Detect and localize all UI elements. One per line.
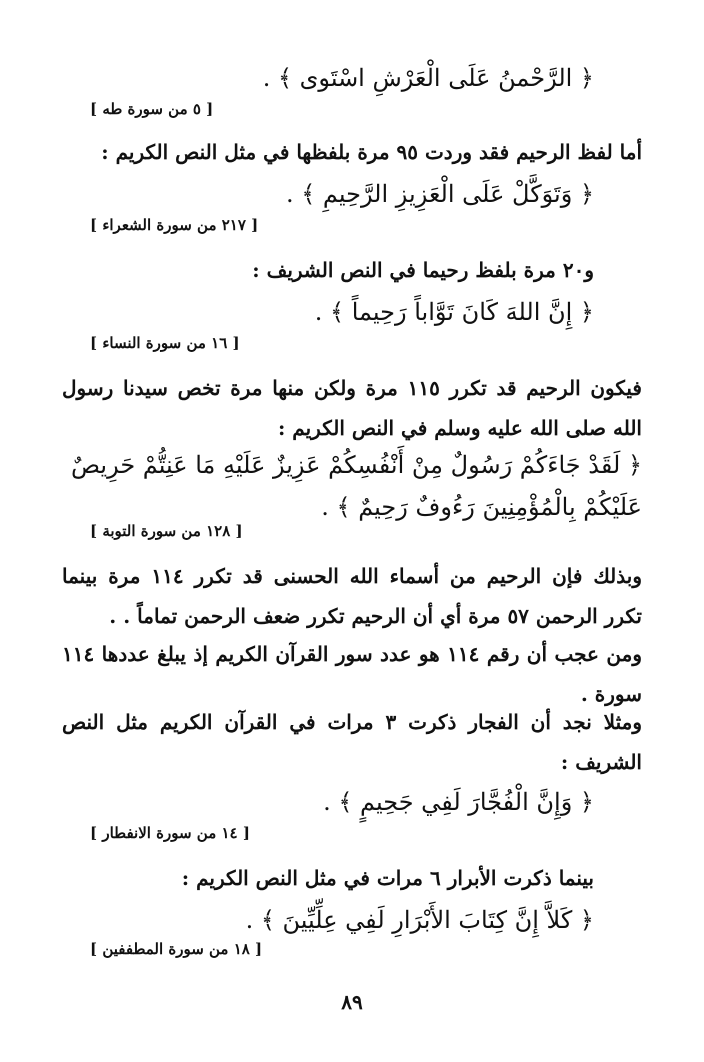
page-number: ٨٩ [341,990,363,1014]
paragraph-surah-count: ومن عجب أن رقم ١١٤ هو عدد سور القرآن الكريم إذ يبلغ عددها ١١٤ سورة . [62,642,643,706]
verse-reference-mutaffifin: [ ١٨ من سورة المطففين ] [90,940,263,958]
paragraph-prophet: فيكون الرحيم قد تكرر ١١٥ مرة ولكن منها مرة تخص سيدنا رسول الله صلى الله عليه وسلم في النص الكريم : [62,376,642,440]
quran-verse-shuara: ﴿ وَتَوَكَّلْ عَلَى الْعَزِيزِ الرَّحِيمِ ﴾ . [285,180,594,208]
verse-reference-taha: [ ٥ من سورة طه ] [90,100,214,118]
quran-verse-taha: ﴿ الرَّحْمنُ عَلَى الْعَرْشِ اسْتَوى ﴾ . [262,64,594,92]
verse-reference-shuara: [ ٢١٧ من سورة الشعراء ] [90,216,259,234]
paragraph-rahim-count: أما لفظ الرحيم فقد وردت ٩٥ مرة بلفظها في مثل النص الكريم : [101,140,642,164]
verse-reference-infitar: [ ١٤ من سورة الانفطار ] [90,824,250,842]
paragraph-fujjar: ومثلا نجد أن الفجار ذكرت ٣ مرات في القرآن الكريم مثل النص الشريف : [62,710,642,774]
quran-verse-tawba: ﴿ لَقَدْ جَاءَكُمْ رَسُولٌ مِنْ أَنْفُسِكُمْ عَزِيزٌ عَلَيْهِ مَا عَنِتُّمْ حَرِيصٌ عَلَيْكُمْ بِالْمُؤْمِنِينَ رَءُوفٌ رَحِيمٌ ﴾ . [71,451,642,521]
paragraph-doubling: وبذلك فإن الرحيم من أسماء الله الحسنى قد تكرر ١١٤ مرة بينما تكرر الرحمن ٥٧ مرة أي أن الرحيم تكرر ضعف الرحمن تماماً . . [62,564,642,628]
quran-verse-nisa: ﴿ إِنَّ اللهَ كَانَ تَوَّاباً رَحِيماً ﴾ . [314,298,594,326]
verse-reference-nisa: [ ١٦ من سورة النساء ] [90,334,240,352]
quran-verse-mutaffifin: ﴿ كَلاَّ إِنَّ كِتَابَ الأَبْرَارِ لَفِي عِلِّيِّينَ ﴾ . [245,906,594,934]
verse-reference-tawba: [ ١٢٨ من سورة التوبة ] [90,522,243,540]
paragraph-abrar: بينما ذكرت الأبرار ٦ مرات في مثل النص الكريم : [181,866,594,890]
paragraph-rahima-count: و٢٠ مرة بلفظ رحيما في النص الشريف : [252,258,594,282]
quran-verse-infitar: ﴿ وَإِنَّ الْفُجَّارَ لَفِي جَحِيمٍ ﴾ . [323,788,594,816]
